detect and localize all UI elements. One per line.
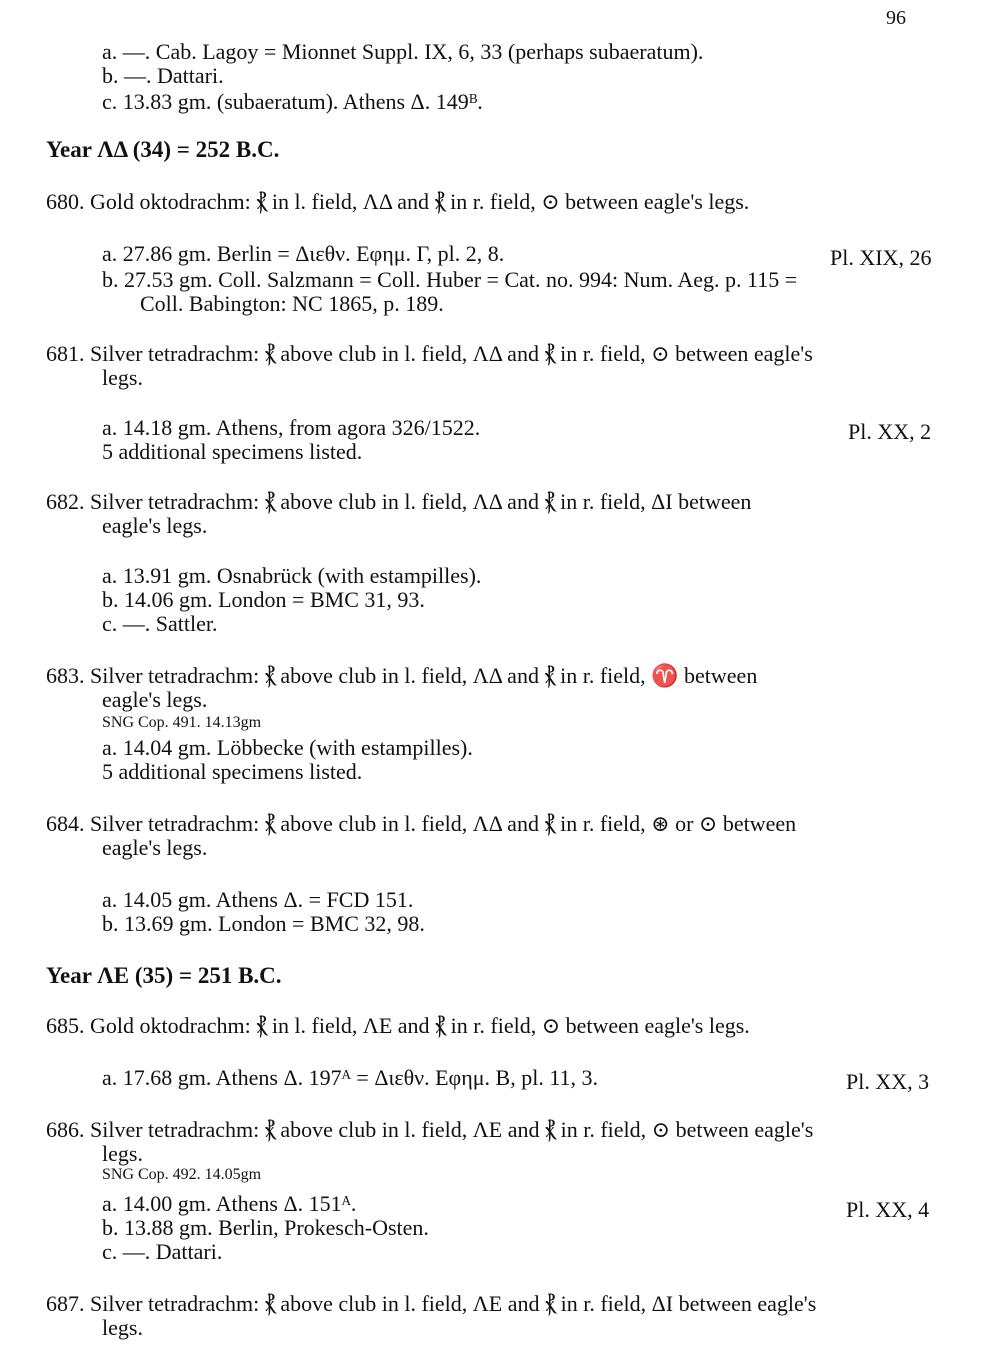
plate-reference: Pl. XIX, 26 (830, 245, 932, 270)
entry-continuation: legs. (102, 1141, 143, 1166)
catalog-entry-686: 686. Silver tetradrachm: ⳩ above club in l. field, ΛΕ and ⳩ in r. field, ⊙ between eagle's (46, 1117, 814, 1142)
specimen-line: b. 14.06 gm. London = BMC 31, 93. (102, 587, 425, 612)
specimen-line: a. 14.00 gm. Athens Δ. 151ᴬ. (102, 1191, 357, 1216)
entry-continuation: eagle's legs. (102, 687, 208, 712)
sng-reference: SNG Cop. 491. 14.13gm (102, 714, 262, 731)
catalog-entry-684: 684. Silver tetradrachm: ⳩ above club in l. field, ΛΔ and ⳩ in r. field, ⊛ or ⊙ between (46, 811, 797, 836)
specimen-line: a. 17.68 gm. Athens Δ. 197ᴬ = Διεθν. Εφημ. Β, pl. 11, 3. (102, 1065, 599, 1090)
plate-reference: Pl. XX, 4 (846, 1197, 930, 1222)
specimen-line: Coll. Babington: NC 1865, p. 189. (140, 291, 444, 316)
catalog-entry-681: 681. Silver tetradrachm: ⳩ above club in l. field, ΛΔ and ⳩ in r. field, ⊙ between eagle's (46, 341, 813, 366)
entry-continuation: legs. (102, 1315, 143, 1340)
entry-continuation: legs. (102, 365, 143, 390)
additional-specimens: 5 additional specimens listed. (102, 759, 363, 784)
entry-line: a. —. Cab. Lagoy = Mionnet Suppl. IX, 6, 33 (perhaps subaeratum). (102, 39, 704, 64)
plate-reference: Pl. XX, 3 (846, 1069, 930, 1094)
entry-line: b. —. Dattari. (102, 63, 224, 88)
specimen-line: c. —. Dattari. (102, 1239, 223, 1264)
catalog-entry-683: 683. Silver tetradrachm: ⳩ above club in l. field, ΛΔ and ⳩ in r. field, ♈ between (46, 663, 758, 688)
additional-specimens: 5 additional specimens listed. (102, 439, 363, 464)
specimen-line: b. 13.69 gm. London = BMC 32, 98. (102, 911, 425, 936)
catalog-entry-682: 682. Silver tetradrachm: ⳩ above club in l. field, ΛΔ and ⳩ in r. field, ΔΙ between (46, 489, 752, 514)
catalog-entry-680: 680. Gold oktodrachm: ⳩ in l. field, ΛΔ and ⳩ in r. field, ⊙ between eagle's legs. (46, 189, 750, 214)
specimen-line: c. —. Sattler. (102, 611, 218, 636)
page-number: 96 (886, 7, 906, 29)
specimen-line: a. 14.18 gm. Athens, from agora 326/1522. (102, 415, 481, 440)
specimen-line: a. 13.91 gm. Osnabrück (with estampilles). (102, 563, 482, 588)
specimen-line: a. 14.04 gm. Löbbecke (with estampilles). (102, 735, 473, 760)
year-heading: Year ΛΕ (35) = 251 B.C. (46, 963, 282, 988)
entry-continuation: eagle's legs. (102, 835, 208, 860)
specimen-line: a. 27.86 gm. Berlin = Διεθν. Εφημ. Γ, pl. 2, 8. (102, 241, 505, 266)
specimen-line: b. 13.88 gm. Berlin, Prokesch-Osten. (102, 1215, 429, 1240)
entry-continuation: eagle's legs. (102, 513, 208, 538)
catalog-entry-685: 685. Gold oktodrachm: ⳩ in l. field, ΛΕ and ⳩ in r. field, ⊙ between eagle's legs. (46, 1013, 750, 1038)
catalog-entry-687: 687. Silver tetradrachm: ⳩ above club in l. field, ΛΕ and ⳩ in r. field, ΔΙ between eagle's (46, 1291, 817, 1316)
sng-reference: SNG Cop. 492. 14.05gm (102, 1166, 262, 1183)
entry-line: c. 13.83 gm. (subaeratum). Athens Δ. 149ᴮ. (102, 89, 483, 114)
year-heading: Year ΛΔ (34) = 252 B.C. (46, 137, 280, 162)
specimen-line: b. 27.53 gm. Coll. Salzmann = Coll. Huber = Cat. no. 994: Num. Aeg. p. 115 = (102, 267, 798, 292)
specimen-line: a. 14.05 gm. Athens Δ. = FCD 151. (102, 887, 414, 912)
plate-reference: Pl. XX, 2 (848, 419, 932, 444)
